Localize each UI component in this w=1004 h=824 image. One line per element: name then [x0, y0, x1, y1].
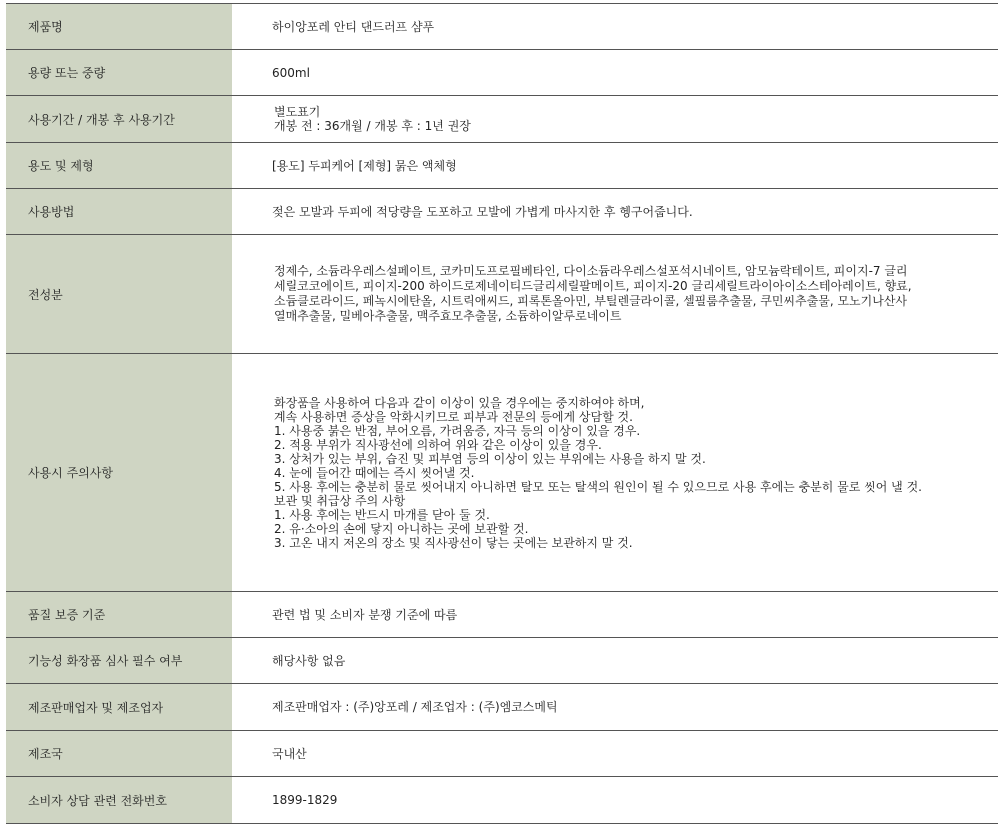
row-value-volume — [232, 50, 998, 96]
row-value-period — [232, 96, 998, 143]
table-row — [6, 777, 998, 824]
value-line: 해당사항 없음 — [272, 653, 346, 668]
row-label-quality: 품질 보증 기준 — [6, 592, 232, 638]
row-label-functional: 기능성 화장품 심사 필수 여부 — [6, 638, 232, 684]
row-value-directions — [232, 189, 998, 235]
value-line: 젖은 모발과 두피에 적당량을 도포하고 모발에 가볍게 마사지한 후 헹구어줍니다. — [272, 204, 693, 219]
row-value-manufacturer — [232, 684, 998, 731]
value-line: 제조판매업자 : (주)앙포레 / 제조업자 : (주)엠코스메틱 — [272, 700, 558, 714]
row-value-product-name — [232, 4, 998, 50]
table-row — [6, 684, 998, 731]
table-row — [6, 638, 998, 684]
row-value-ingredients — [232, 235, 998, 354]
caution-line: 1. 사용중 붉은 반점, 부어오름, 가려움증, 자극 등의 이상이 있을 경우. — [274, 423, 641, 438]
table-row — [6, 96, 998, 143]
caution-line: 2. 유·소아의 손에 닿지 아니하는 곳에 보관할 것. — [274, 521, 529, 536]
caution-line: 화장품을 사용하여 다음과 같이 이상이 있을 경우에는 중지하여야 하며, — [274, 395, 645, 410]
caution-line: 4. 눈에 들어간 때에는 즉시 씻어낼 것. — [274, 465, 475, 480]
table-row — [6, 235, 998, 354]
caution-line: 3. 상처가 있는 부위, 습진 및 피부염 등의 이상이 있는 부위에는 사용을 하지 말 것. — [274, 451, 706, 466]
row-value-country — [232, 731, 998, 777]
value-line: 국내산 — [272, 746, 307, 761]
table-row — [6, 189, 998, 235]
table-row — [6, 731, 998, 777]
row-value-quality — [232, 592, 998, 638]
row-label-usage-form: 용도 및 제형 — [6, 143, 232, 189]
product-info-table — [6, 3, 998, 824]
value-line: 개봉 전 : 36개월 / 개봉 후 : 1년 권장 — [274, 119, 471, 133]
caution-line: 계속 사용하면 증상을 악화시키므로 피부과 전문의 등에게 상담할 것. — [274, 409, 633, 424]
caution-line: 2. 적용 부위가 직사광선에 의하여 위와 같은 이상이 있을 경우. — [274, 437, 602, 452]
row-label-manufacturer: 제조판매업자 및 제조업자 — [6, 684, 232, 731]
row-value-cautions — [232, 354, 998, 592]
row-label-product-name: 제품명 — [6, 4, 232, 50]
row-label-cautions: 사용시 주의사항 — [6, 354, 232, 592]
caution-line: 3. 고온 내지 저온의 장소 및 직사광선이 닿는 곳에는 보관하지 말 것. — [274, 535, 633, 550]
row-value-usage-form — [232, 143, 998, 189]
caution-line: 보관 및 취급상 주의 사항 — [274, 493, 406, 508]
caution-line: 1. 사용 후에는 반드시 마개를 닫아 둘 것. — [274, 507, 490, 522]
row-label-phone: 소비자 상담 관련 전화번호 — [6, 777, 232, 824]
table-row — [6, 592, 998, 638]
value-line: 하이앙포레 안티 댄드러프 샴푸 — [272, 19, 435, 34]
row-label-volume: 용량 또는 중량 — [6, 50, 232, 96]
row-label-ingredients: 전성분 — [6, 235, 232, 354]
row-label-directions: 사용방법 — [6, 189, 232, 235]
ingredients-text: 정제수, 소듐라우레스설페이트, 코카미도프로필베타인, 다이소듐라우레스설포석시네이트, 암모늄락테이트, 피이지-7 글리세릴코코에이트, 피이지-200 하이드로제네이티드글리세릴팔메이트, 피이지-20 글리세릴트라이아이소스테아레이트, 향료, 소듐클로라이드, 페녹시에탄올, 시트릭애씨드, 피록톤올아민, 부틸렌글라이콜, 셀필룸추출물, 쿠민씨추출물, 모노기나산사열매추출물, 밀베아추출물, 맥주효모추출물, 소듐하이알루로네이트 — [274, 264, 912, 323]
value-line: 600ml — [272, 65, 310, 80]
table-row — [6, 4, 998, 50]
table-row — [6, 50, 998, 96]
value-line: 별도표기 — [274, 105, 321, 119]
value-line: [용도] 두피케어 [제형] 묽은 액체형 — [272, 158, 457, 173]
row-value-phone — [232, 777, 998, 824]
row-label-country: 제조국 — [6, 731, 232, 777]
value-line: 관련 법 및 소비자 분쟁 기준에 따름 — [272, 607, 458, 622]
value-line: 1899-1829 — [272, 793, 338, 807]
table-row — [6, 354, 998, 592]
row-label-period: 사용기간 / 개봉 후 사용기간 — [6, 96, 232, 143]
table-row — [6, 143, 998, 189]
row-value-functional — [232, 638, 998, 684]
caution-line: 5. 사용 후에는 충분히 물로 씻어내지 아니하면 탈모 또는 탈색의 원인이 될 수 있으므로 사용 후에는 충분히 물로 씻어 낼 것. — [274, 479, 922, 494]
